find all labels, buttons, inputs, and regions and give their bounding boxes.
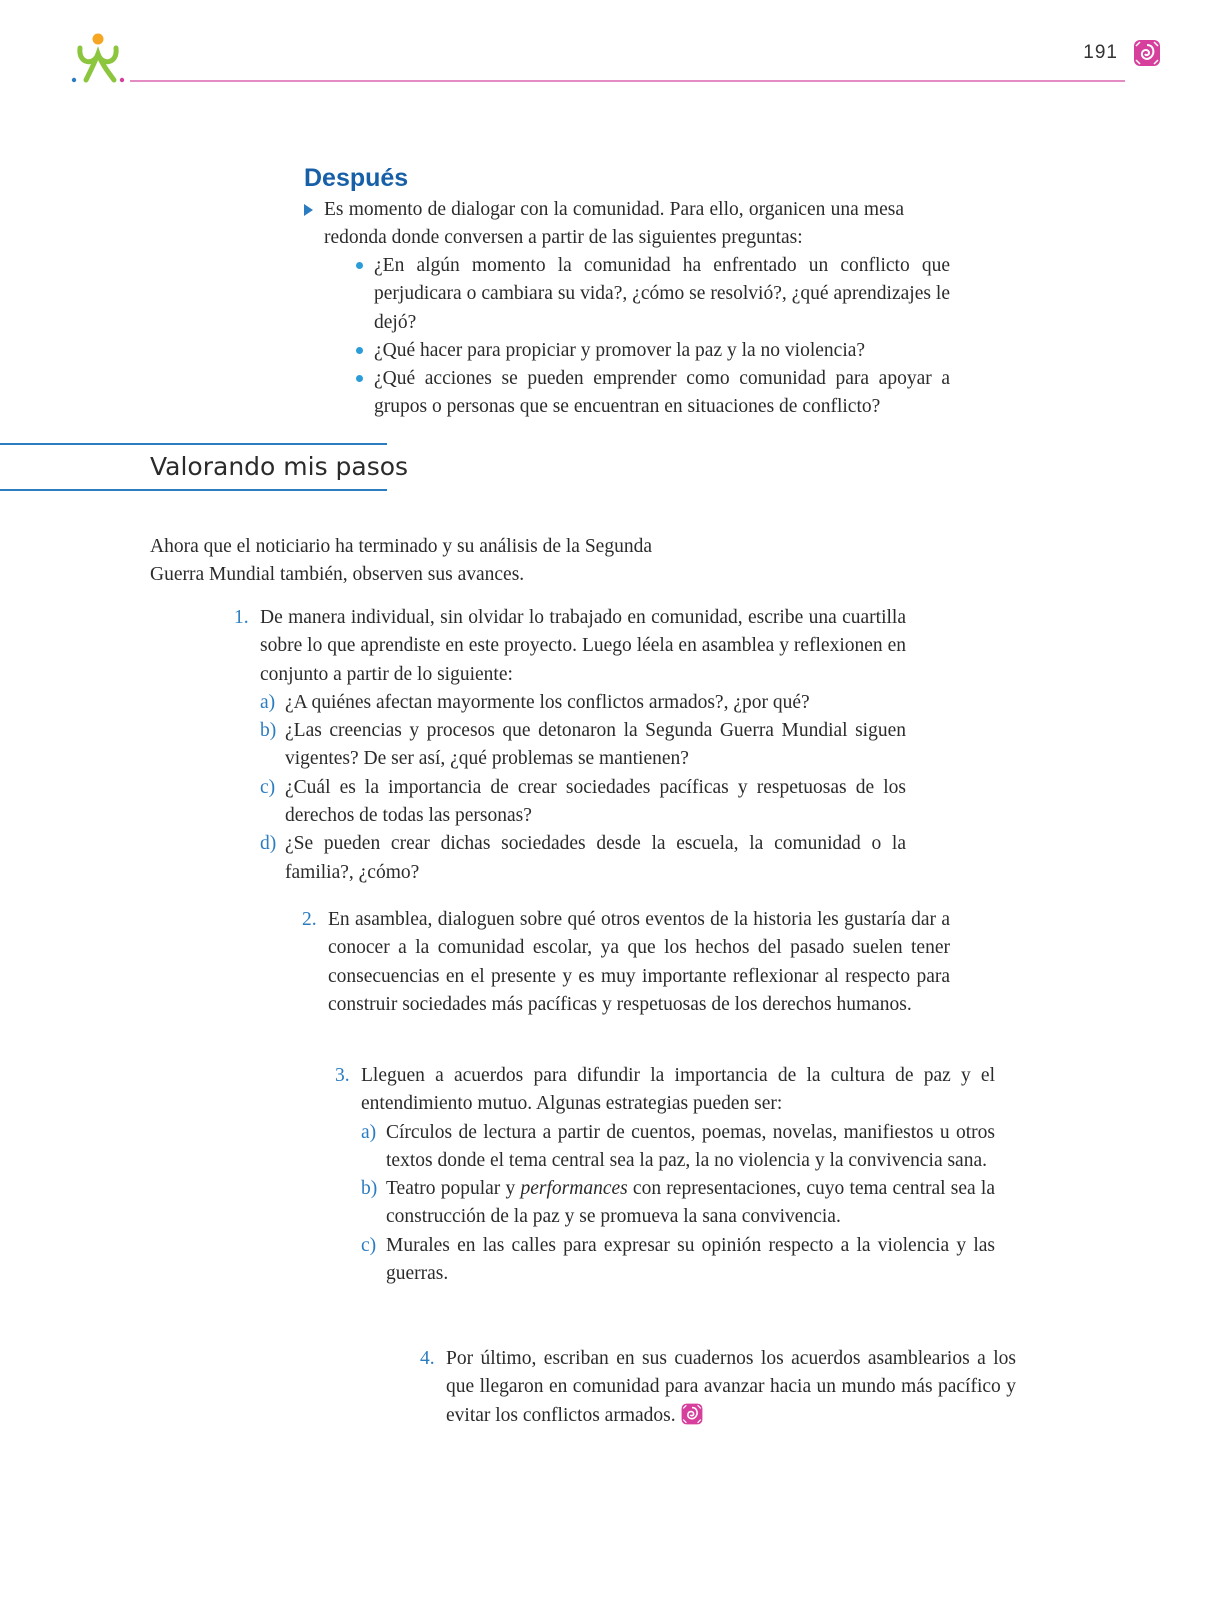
bullet-text: ¿En algún momento la comunidad ha enfrentado un conflicto que perjudicara o cambiara su vida?, ¿cómo se resolvió?, ¿qué aprendizajes le dejó?	[374, 255, 950, 333]
spiral-ornament-icon	[1132, 38, 1162, 68]
despues-heading: Después	[304, 164, 409, 192]
item-number: 1.	[234, 607, 249, 628]
page-number: 191	[1083, 42, 1118, 63]
section-banner-top-rule	[0, 443, 387, 445]
subitem-text: Círculos de lectura a partir de cuentos, poemas, novelas, manifiestos u otros textos donde el tema central sea la paz, la no violencia y la convivencia sana.	[386, 1121, 995, 1171]
section-banner-bottom-rule	[0, 489, 387, 491]
subitem-text-italic: performances	[520, 1178, 628, 1200]
subitem-text: Murales en las calles para expresar su opinión respecto a la violencia y las guerras.	[386, 1234, 995, 1285]
subitem-letter: a)	[260, 691, 276, 713]
item-sublist	[361, 1119, 995, 1289]
subitem-letter: d)	[260, 833, 277, 855]
list-item	[260, 830, 906, 887]
bullet-text: ¿Qué acciones se pueden emprender como comunidad para apoyar a grupos o personas que se encuentran en situaciones de conflicto?	[374, 368, 950, 418]
item-number: 4.	[420, 1348, 435, 1369]
subitem-text: ¿Las creencias y procesos que detonaron la Segunda Guerra Mundial siguen vigentes? De ser así, ¿qué problemas se mantienen?	[285, 720, 906, 770]
despues-question-list	[354, 252, 950, 422]
despues-intro	[304, 196, 904, 253]
list-item	[354, 337, 950, 365]
numbered-item-2	[302, 906, 950, 1019]
figure-logo-icon	[70, 30, 130, 86]
section-intro: Ahora que el noticiario ha terminado y su análisis de la Segunda Guerra Mundial también, observen sus avances.	[150, 536, 652, 586]
item-text: En asamblea, dialoguen sobre qué otros eventos de la historia les gustaría dar a conocer a la comunidad escolar, ya que los hechos del pasado suelen tener consecuencias en el presente y es muy importante reflexionar al respecto para construir sociedades más pacíficas y respetuosas de los derechos humanos.	[328, 909, 950, 1015]
despues-intro-text: Es momento de dialogar con la comunidad. Para ello, organicen una mesa redonda donde conversen a partir de las siguientes preguntas:	[324, 199, 904, 249]
subitem-letter: c)	[260, 776, 276, 798]
header-rule	[130, 80, 1125, 82]
subitem-text: ¿Cuál es la importancia de crear sociedades pacíficas y respetuosas de los derechos de todas las personas?	[285, 776, 906, 827]
list-item	[361, 1175, 995, 1232]
list-item	[361, 1119, 995, 1176]
list-item	[354, 252, 950, 337]
item-text: De manera individual, sin olvidar lo trabajado en comunidad, escribe una cuartilla sobre lo que aprendiste en este proyecto. Luego léela en asamblea y reflexionen en conjunto a partir de lo siguiente:	[260, 607, 906, 685]
bullet-dot-icon	[356, 375, 363, 382]
bullet-dot-icon	[356, 347, 363, 354]
item-text: Lleguen a acuerdos para difundir la importancia de la cultura de paz y el entendimiento mutuo. Algunas estrategias pueden ser:	[361, 1065, 995, 1115]
subitem-letter: a)	[361, 1121, 377, 1143]
item-sublist	[260, 689, 906, 887]
list-item	[260, 774, 906, 831]
subitem-letter: c)	[361, 1234, 377, 1256]
subitem-letter: b)	[361, 1178, 378, 1200]
item-text: Por último, escriban en sus cuadernos los acuerdos asamblearios a los que llegaron en comunidad para avanzar hacia un mundo más pacífico y evitar los conflictos armados.	[446, 1348, 1016, 1426]
triangle-bullet-icon	[304, 204, 313, 216]
subitem-text-after: con representaciones, cuyo tema central sea la construcción de la paz y se promueva la sana convivencia.	[386, 1178, 995, 1228]
list-item	[260, 717, 906, 774]
section-title: Valorando mis pasos	[150, 452, 409, 481]
subitem-text: ¿Se pueden crear dichas sociedades desde la escuela, la comunidad o la familia?, ¿cómo?	[285, 833, 906, 883]
subitem-text: ¿A quiénes afectan mayormente los conflictos armados?, ¿por qué?	[285, 691, 810, 713]
bullet-dot-icon	[356, 262, 363, 269]
subitem-letter: b)	[260, 720, 277, 742]
list-item	[260, 689, 906, 717]
numbered-item-4	[420, 1345, 1016, 1430]
item-number: 2.	[302, 909, 317, 930]
list-item	[361, 1232, 995, 1289]
item-number: 3.	[335, 1065, 350, 1086]
spiral-ornament-icon	[680, 1402, 704, 1426]
numbered-item-3	[335, 1062, 995, 1288]
bullet-text: ¿Qué hacer para propiciar y promover la paz y la no violencia?	[374, 339, 866, 361]
numbered-item-1	[234, 604, 906, 887]
item-text-container	[446, 1345, 1016, 1430]
subitem-text-before: Teatro popular y	[386, 1178, 521, 1200]
list-item	[354, 365, 950, 422]
